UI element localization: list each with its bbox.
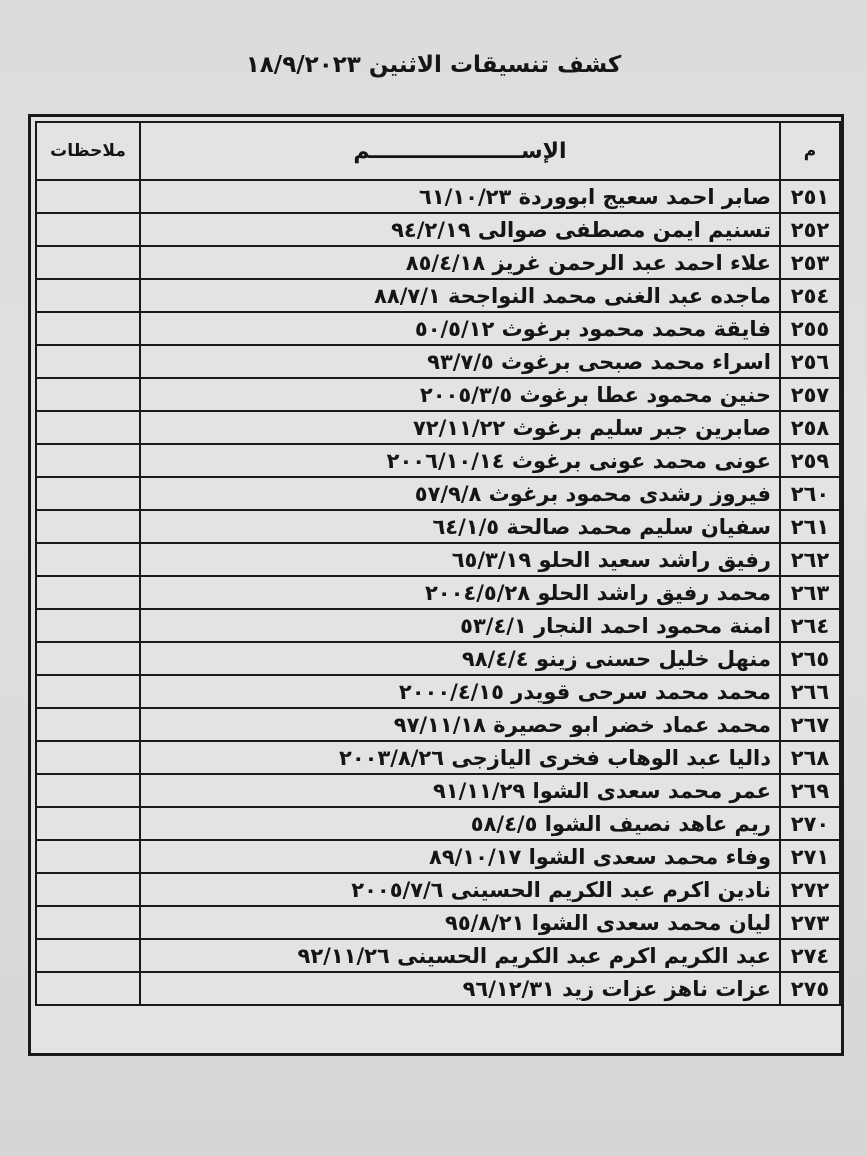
names-table bbox=[35, 121, 841, 1006]
row-number: ٢٦٠ bbox=[780, 477, 840, 510]
table-row bbox=[36, 840, 840, 873]
row-name: علاء احمد عبد الرحمن غريز ٨٥/٤/١٨ bbox=[140, 246, 780, 279]
table-row bbox=[36, 807, 840, 840]
row-name: سفيان سليم محمد صالحة ٦٤/١/٥ bbox=[140, 510, 780, 543]
row-number: ٢٦٧ bbox=[780, 708, 840, 741]
row-number: ٢٧٤ bbox=[780, 939, 840, 972]
row-number: ٢٦٢ bbox=[780, 543, 840, 576]
table-row bbox=[36, 312, 840, 345]
table-row bbox=[36, 279, 840, 312]
table-header-row bbox=[36, 122, 840, 180]
row-name: ليان محمد سعدى الشوا ٩٥/٨/٢١ bbox=[140, 906, 780, 939]
table-row bbox=[36, 576, 840, 609]
row-notes bbox=[36, 510, 140, 543]
row-name: عبد الكريم اكرم عبد الكريم الحسينى ٩٢/١١/٢٦ bbox=[140, 939, 780, 972]
row-number: ٢٦٩ bbox=[780, 774, 840, 807]
table-row bbox=[36, 741, 840, 774]
row-notes bbox=[36, 180, 140, 213]
row-number: ٢٦٥ bbox=[780, 642, 840, 675]
row-name: محمد رفيق راشد الحلو ٢٠٠٤/٥/٢٨ bbox=[140, 576, 780, 609]
row-name: عمر محمد سعدى الشوا ٩١/١١/٢٩ bbox=[140, 774, 780, 807]
row-notes bbox=[36, 675, 140, 708]
table-row bbox=[36, 675, 840, 708]
row-notes bbox=[36, 279, 140, 312]
row-number: ٢٦٤ bbox=[780, 609, 840, 642]
row-number: ٢٥٧ bbox=[780, 378, 840, 411]
row-number: ٢٥٩ bbox=[780, 444, 840, 477]
row-name: تسنيم ايمن مصطفى صوالى ٩٤/٢/١٩ bbox=[140, 213, 780, 246]
row-notes bbox=[36, 378, 140, 411]
row-name: عزات ناهز عزات زيد ٩٦/١٢/٣١ bbox=[140, 972, 780, 1005]
table-row bbox=[36, 345, 840, 378]
row-name: داليا عبد الوهاب فخرى اليازجى ٢٠٠٣/٨/٢٦ bbox=[140, 741, 780, 774]
row-notes bbox=[36, 246, 140, 279]
row-name: نادين اكرم عبد الكريم الحسينى ٢٠٠٥/٧/٦ bbox=[140, 873, 780, 906]
row-name: منهل خليل حسنى زينو ٩٨/٤/٤ bbox=[140, 642, 780, 675]
table-row bbox=[36, 972, 840, 1005]
row-name: فيروز رشدى محمود برغوث ٥٧/٩/٨ bbox=[140, 477, 780, 510]
row-notes bbox=[36, 906, 140, 939]
table-row bbox=[36, 873, 840, 906]
row-name: رفيق راشد سعيد الحلو ٦٥/٣/١٩ bbox=[140, 543, 780, 576]
row-name: امنة محمود احمد النجار ٥٣/٤/١ bbox=[140, 609, 780, 642]
table-row bbox=[36, 939, 840, 972]
table-row bbox=[36, 378, 840, 411]
row-number: ٢٦١ bbox=[780, 510, 840, 543]
row-name: عونى محمد عونى برغوث ٢٠٠٦/١٠/١٤ bbox=[140, 444, 780, 477]
table-row bbox=[36, 444, 840, 477]
table-row bbox=[36, 609, 840, 642]
table-row bbox=[36, 411, 840, 444]
row-notes bbox=[36, 213, 140, 246]
row-name: وفاء محمد سعدى الشوا ٨٩/١٠/١٧ bbox=[140, 840, 780, 873]
row-notes bbox=[36, 477, 140, 510]
header-name: الإســــــــــــــــــــم bbox=[140, 122, 780, 180]
row-notes bbox=[36, 576, 140, 609]
row-number: ٢٥٨ bbox=[780, 411, 840, 444]
table-row bbox=[36, 642, 840, 675]
row-name: محمد عماد خضر ابو حصيرة ٩٧/١١/١٨ bbox=[140, 708, 780, 741]
row-number: ٢٥٤ bbox=[780, 279, 840, 312]
row-number: ٢٦٨ bbox=[780, 741, 840, 774]
row-notes bbox=[36, 642, 140, 675]
row-number: ٢٥٣ bbox=[780, 246, 840, 279]
table-row bbox=[36, 180, 840, 213]
row-number: ٢٥٥ bbox=[780, 312, 840, 345]
row-number: ٢٧٢ bbox=[780, 873, 840, 906]
row-notes bbox=[36, 411, 140, 444]
table-row bbox=[36, 543, 840, 576]
row-notes bbox=[36, 774, 140, 807]
table-row bbox=[36, 774, 840, 807]
row-notes bbox=[36, 741, 140, 774]
table-row bbox=[36, 477, 840, 510]
header-notes: ملاحظات bbox=[36, 122, 140, 180]
header-num: م bbox=[780, 122, 840, 180]
row-notes bbox=[36, 840, 140, 873]
table-frame bbox=[28, 114, 844, 1056]
row-name: صابر احمد سعيج ابووردة ٦١/١٠/٢٣ bbox=[140, 180, 780, 213]
table-row bbox=[36, 906, 840, 939]
document-title: كشف تنسيقات الاثنين ١٨/٩/٢٠٢٣ bbox=[245, 52, 622, 78]
row-notes bbox=[36, 807, 140, 840]
row-notes bbox=[36, 708, 140, 741]
row-number: ٢٦٣ bbox=[780, 576, 840, 609]
row-name: صابرين جبر سليم برغوث ٧٢/١١/٢٢ bbox=[140, 411, 780, 444]
row-name: فايقة محمد محمود برغوث ٥٠/٥/١٢ bbox=[140, 312, 780, 345]
row-notes bbox=[36, 312, 140, 345]
row-name: حنين محمود عطا برغوث ٢٠٠٥/٣/٥ bbox=[140, 378, 780, 411]
row-number: ٢٥٢ bbox=[780, 213, 840, 246]
row-number: ٢٦٦ bbox=[780, 675, 840, 708]
table-row bbox=[36, 213, 840, 246]
row-notes bbox=[36, 972, 140, 1005]
row-number: ٢٧١ bbox=[780, 840, 840, 873]
row-notes bbox=[36, 543, 140, 576]
row-notes bbox=[36, 609, 140, 642]
row-name: محمد محمد سرحى قويدر ٢٠٠٠/٤/١٥ bbox=[140, 675, 780, 708]
row-name: ريم عاهد نصيف الشوا ٥٨/٤/٥ bbox=[140, 807, 780, 840]
row-name: اسراء محمد صبحى برغوث ٩٣/٧/٥ bbox=[140, 345, 780, 378]
row-number: ٢٧٣ bbox=[780, 906, 840, 939]
table-row bbox=[36, 708, 840, 741]
row-notes bbox=[36, 345, 140, 378]
table-row bbox=[36, 510, 840, 543]
row-notes bbox=[36, 939, 140, 972]
row-notes bbox=[36, 873, 140, 906]
row-number: ٢٥١ bbox=[780, 180, 840, 213]
table-row bbox=[36, 246, 840, 279]
row-name: ماجده عبد الغنى محمد النواجحة ٨٨/٧/١ bbox=[140, 279, 780, 312]
row-number: ٢٧٠ bbox=[780, 807, 840, 840]
row-number: ٢٥٦ bbox=[780, 345, 840, 378]
row-notes bbox=[36, 444, 140, 477]
row-number: ٢٧٥ bbox=[780, 972, 840, 1005]
